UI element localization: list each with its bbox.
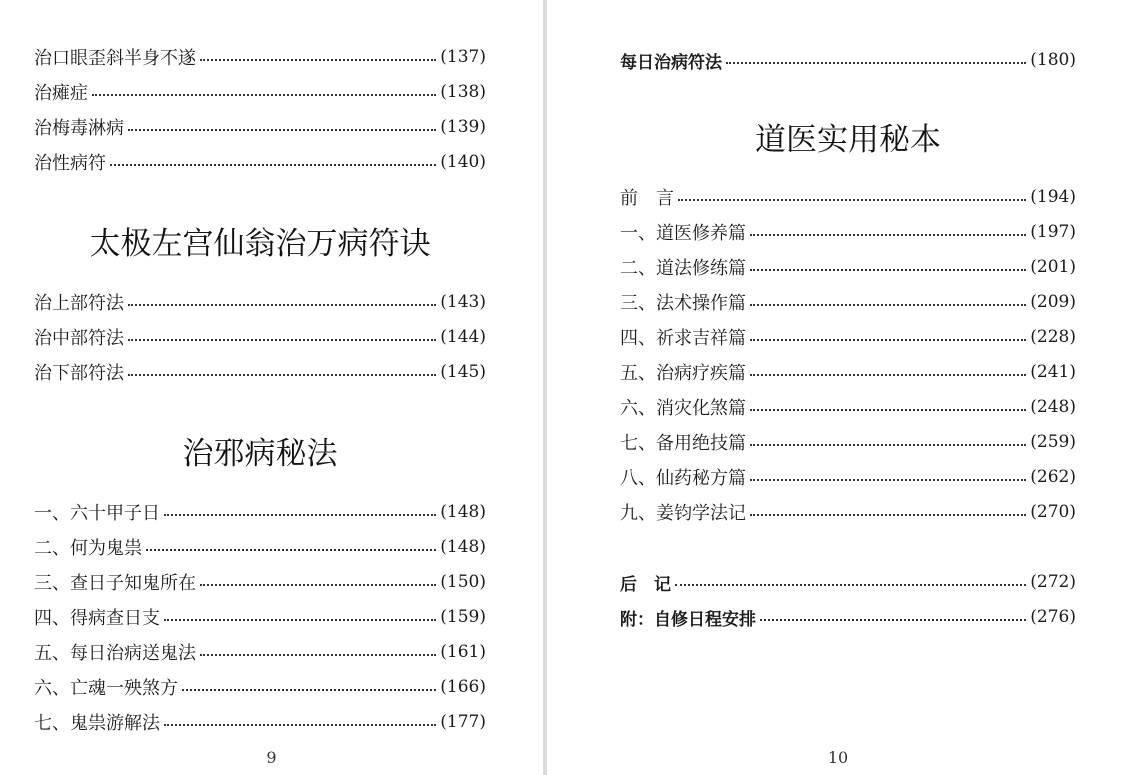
- leader-dots: [146, 549, 436, 551]
- toc-entry: [620, 45, 1076, 75]
- toc-entry-page: (248): [1030, 397, 1076, 417]
- toc-entry: [620, 392, 1076, 422]
- leader-dots: [750, 409, 1026, 411]
- toc-entry-label: 治下部符法: [34, 363, 124, 384]
- toc-entry-label: 五、治病疗疾篇: [620, 363, 746, 384]
- toc-entry-page: (145): [440, 362, 486, 382]
- toc-entry-page: (137): [440, 47, 486, 67]
- section-heading: 太极左宫仙翁治万病符诀: [89, 226, 431, 262]
- toc-entry-page: (197): [1030, 222, 1076, 242]
- leader-dots: [164, 724, 436, 726]
- toc-entry-page: (166): [440, 677, 486, 697]
- toc-entry-page: (270): [1030, 502, 1076, 522]
- toc-entry: [34, 147, 486, 177]
- toc-entry-label: 一、道医修养篇: [620, 223, 746, 244]
- leader-dots: [750, 444, 1026, 446]
- toc-entry-label: 七、鬼祟游解法: [34, 713, 160, 734]
- toc-entry-label: 治口眼歪斜半身不遂: [34, 48, 196, 69]
- toc-entry-label: 治上部符法: [34, 293, 124, 314]
- toc-entry-page: (194): [1030, 187, 1076, 207]
- toc-entry-label: 八、仙药秘方篇: [620, 468, 746, 489]
- toc-entry-page: (241): [1030, 362, 1076, 382]
- page-number: 9: [266, 748, 277, 767]
- toc-entry: [34, 357, 486, 387]
- toc-entry: [620, 427, 1076, 457]
- toc-entry: [34, 567, 486, 597]
- page-number: 10: [827, 748, 849, 767]
- toc-entry-page: (177): [440, 712, 486, 732]
- leader-dots: [128, 339, 436, 341]
- toc-entry-label: 四、得病查日支: [34, 608, 160, 629]
- toc-entry-label: 前 言: [620, 188, 674, 209]
- toc-entry-label: 七、备用绝技篇: [620, 433, 746, 454]
- leader-dots: [750, 339, 1026, 341]
- leader-dots: [92, 94, 436, 96]
- toc-entry: [620, 287, 1076, 317]
- leader-dots: [750, 479, 1026, 481]
- leader-dots: [675, 584, 1026, 586]
- toc-entry: [620, 357, 1076, 387]
- toc-entry: [34, 532, 486, 562]
- toc-entry: [34, 672, 486, 702]
- toc-entry-page: (144): [440, 327, 486, 347]
- toc-entry: [34, 602, 486, 632]
- toc-entry-page: (228): [1030, 327, 1076, 347]
- leader-dots: [726, 62, 1026, 64]
- toc-entry-page: (259): [1030, 432, 1076, 452]
- left-page: [0, 0, 543, 775]
- toc-entry: [34, 707, 486, 737]
- toc-entry-label: 二、道法修练篇: [620, 258, 746, 279]
- toc-entry-page: (138): [440, 82, 486, 102]
- toc-entry-label: 治梅毒淋病: [34, 118, 124, 139]
- toc-entry: [34, 287, 486, 317]
- toc-entry: [620, 182, 1076, 212]
- toc-entry-label: 附：自修日程安排: [620, 609, 756, 630]
- toc-entry-label: 一、六十甲子日: [34, 503, 160, 524]
- toc-entry-label: 后 记: [620, 574, 671, 595]
- toc-entry-label: 二、何为鬼祟: [34, 538, 142, 559]
- toc-entry-page: (150): [440, 572, 486, 592]
- leader-dots: [750, 514, 1026, 516]
- toc-entry-page: (201): [1030, 257, 1076, 277]
- toc-entry-label: 三、法术操作篇: [620, 293, 746, 314]
- leader-dots: [200, 654, 436, 656]
- toc-entry-label: 四、祈求吉祥篇: [620, 328, 746, 349]
- leader-dots: [750, 304, 1026, 306]
- toc-entry-page: (180): [1030, 50, 1076, 70]
- leader-dots: [182, 689, 436, 691]
- toc-entry-page: (262): [1030, 467, 1076, 487]
- toc-entry-page: (143): [440, 292, 486, 312]
- toc-entry-label: 三、查日子知鬼所在: [34, 573, 196, 594]
- toc-entry: [34, 112, 486, 142]
- toc-entry: [620, 462, 1076, 492]
- toc-entry-label: 六、亡魂一殃煞方: [34, 678, 178, 699]
- toc-entry: [34, 77, 486, 107]
- leader-dots: [760, 619, 1026, 621]
- leader-dots: [750, 234, 1026, 236]
- toc-entry-page: (148): [440, 537, 486, 557]
- toc-entry: [34, 42, 486, 72]
- leader-dots: [750, 374, 1026, 376]
- right-page: [547, 0, 1129, 775]
- toc-entry-label: 治瘫症: [34, 83, 88, 104]
- toc-entry-page: (139): [440, 117, 486, 137]
- leader-dots: [750, 269, 1026, 271]
- leader-dots: [128, 129, 436, 131]
- leader-dots: [110, 164, 436, 166]
- toc-entry-page: (159): [440, 607, 486, 627]
- toc-entry: [620, 567, 1076, 597]
- leader-dots: [200, 59, 436, 61]
- toc-entry: [34, 497, 486, 527]
- toc-entry-label: 治性病符: [34, 153, 106, 174]
- section-heading: 道医实用秘本: [755, 122, 941, 158]
- leader-dots: [164, 514, 436, 516]
- toc-entry: [620, 497, 1076, 527]
- toc-entry-label: 六、消灾化煞篇: [620, 398, 746, 419]
- toc-entry-page: (148): [440, 502, 486, 522]
- toc-entry-page: (140): [440, 152, 486, 172]
- leader-dots: [128, 374, 436, 376]
- toc-entry: [620, 322, 1076, 352]
- leader-dots: [200, 584, 436, 586]
- toc-entry: [34, 637, 486, 667]
- toc-entry-page: (272): [1030, 572, 1076, 592]
- leader-dots: [164, 619, 436, 621]
- toc-entry-label: 每日治病符法: [620, 52, 722, 73]
- toc-entry: [620, 602, 1076, 632]
- toc-entry: [620, 252, 1076, 282]
- leader-dots: [128, 304, 436, 306]
- leader-dots: [678, 199, 1026, 201]
- section-heading: 治邪病秘法: [182, 436, 338, 472]
- toc-entry-page: (161): [440, 642, 486, 662]
- toc-entry-label: 九、姜钧学法记: [620, 503, 746, 524]
- toc-entry: [620, 217, 1076, 247]
- toc-entry-page: (209): [1030, 292, 1076, 312]
- toc-entry-label: 治中部符法: [34, 328, 124, 349]
- toc-entry-label: 五、每日治病送鬼法: [34, 643, 196, 664]
- toc-entry-page: (276): [1030, 607, 1076, 627]
- toc-entry: [34, 322, 486, 352]
